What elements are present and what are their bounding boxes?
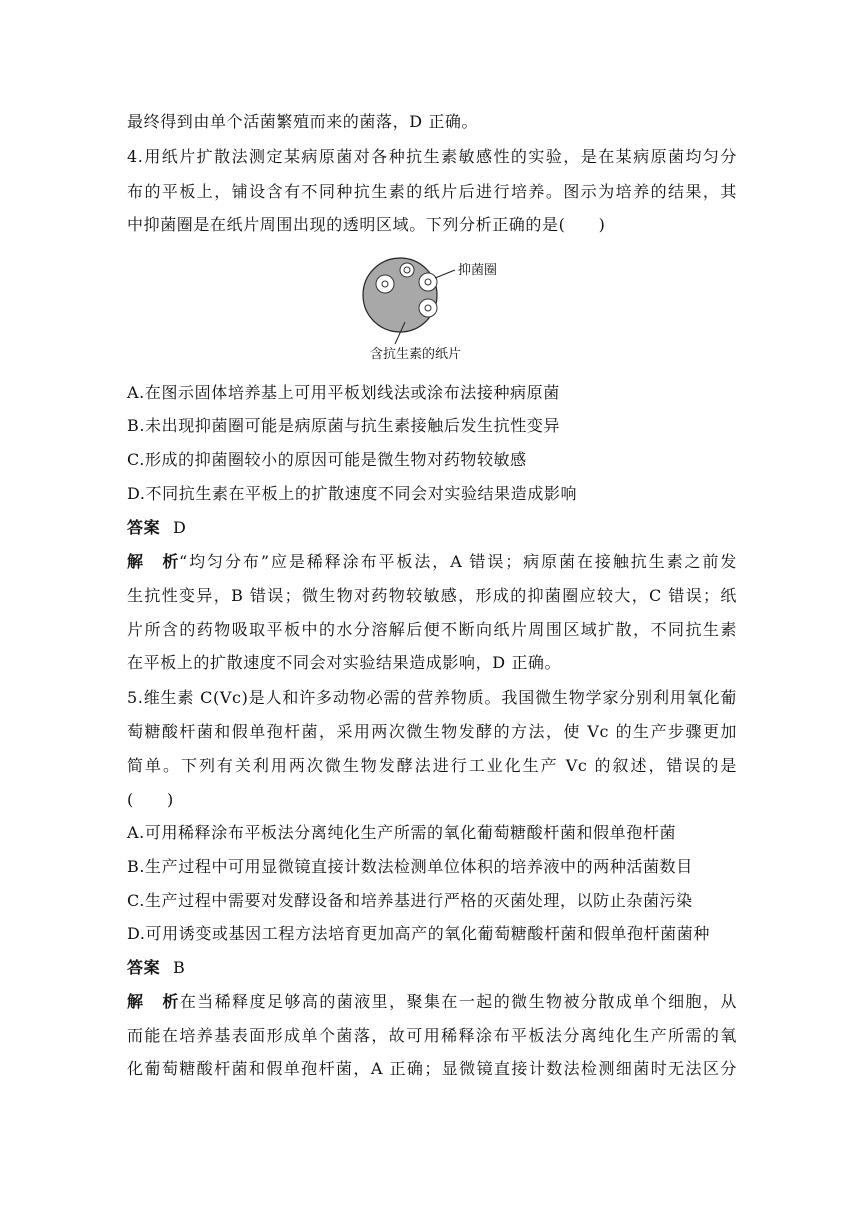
question-5-stem: 简单。下列有关利用两次微生物发酵法进行工业化生产 Vc 的叙述，错误的是 xyxy=(127,756,737,775)
option-b: B.未出现抑菌圈可能是病原菌与抗生素接触后发生抗性变异 xyxy=(127,416,561,435)
ring-pointer-line xyxy=(435,270,455,278)
antibiotic-disc xyxy=(419,299,437,317)
option-b: B.生产过程中可用显微镜直接计数法检测单位体积的培养液中的两种活菌数目 xyxy=(127,857,693,876)
analysis-text: 而能在培养基表面形成单个菌落，故可用稀释涂布平板法分离纯化生产所需的氧 xyxy=(127,1026,737,1045)
text-line: 最终得到由单个活菌繁殖而来的菌落，D 正确。 xyxy=(127,112,479,131)
option-d: D.可用诱变或基因工程方法培育更加高产的氧化葡萄糖酸杆菌和假单孢杆菌菌种 xyxy=(127,924,710,943)
analysis-line xyxy=(127,552,737,572)
answer-line xyxy=(127,518,737,538)
answer-line xyxy=(127,958,737,978)
option-c: C.生产过程中需要对发酵设备和培养基进行严格的灭菌处理，以防止杂菌污染 xyxy=(127,891,693,910)
analysis-text: 在平板上的扩散速度不同会对实验结果造成影响，D 正确。 xyxy=(127,653,562,672)
question-4-stem: 布的平板上，铺设含有不同种抗生素的纸片后进行培养。图示为培养的结果，其 xyxy=(127,182,737,201)
answer-label: 答案 xyxy=(127,958,161,977)
analysis-line xyxy=(127,992,737,1012)
question-4-stem: 4.用纸片扩散法测定某病原菌对各种抗生素敏感性的实验，是在某病原菌均匀分 xyxy=(127,147,737,166)
question-4-stem: 中抑菌圈是在纸片周围出现的透明区域。下列分析正确的是( ) xyxy=(127,215,606,234)
option-c: C.形成的抑菌圈较小的原因可能是微生物对药物较敏感 xyxy=(127,450,527,469)
analysis-text: 生抗性变异，B 错误；微生物对药物较敏感，形成的抑菌圈应较大，C 错误；纸 xyxy=(127,586,737,605)
option-a: A.可用稀释涂布平板法分离纯化生产所需的氧化葡萄糖酸杆菌和假单孢杆菌 xyxy=(127,823,677,842)
answer-value: D xyxy=(173,518,187,537)
antibiotic-disc xyxy=(376,275,394,293)
antibiotic-disc xyxy=(419,273,437,291)
petri-dish-figure xyxy=(355,243,515,373)
analysis-text: 片所含的药物吸取平板中的水分溶解后便不断向纸片周围区域扩散，不同抗生素 xyxy=(127,620,737,639)
analysis-label: 解析 xyxy=(127,552,179,571)
inhibition-zone-label: 抑菌圈 xyxy=(458,263,498,278)
question-5-stem: 5.维生素 C(Vc)是人和许多动物必需的营养物质。我国微生物学家分别利用氧化葡 xyxy=(127,688,737,707)
answer-value: B xyxy=(173,958,186,977)
answer-label: 答案 xyxy=(127,518,161,537)
question-5-stem: ( ) xyxy=(127,790,174,809)
analysis-text: “均匀分布”应是稀释涂布平板法，A 错误；病原菌在接触抗生素之前发 xyxy=(179,552,737,571)
analysis-text: 在当稀释度足够高的菌液里，聚集在一起的微生物被分散成单个细胞，从 xyxy=(179,992,737,1011)
question-5-stem: 萄糖酸杆菌和假单孢杆菌，采用两次微生物发酵的方法，使 Vc 的生产步骤更加 xyxy=(127,722,737,741)
analysis-text: 化葡萄糖酸杆菌和假单孢杆菌，A 正确；显微镜直接计数法检测细菌时无法区分 xyxy=(127,1059,737,1078)
analysis-label: 解析 xyxy=(127,992,179,1011)
option-a: A.在图示固体培养基上可用平板划线法或涂布法接种病原菌 xyxy=(127,383,560,402)
antibiotic-disc xyxy=(400,263,414,277)
option-d: D.不同抗生素在平板上的扩散速度不同会对实验结果造成影响 xyxy=(127,484,578,503)
antibiotic-disc-label: 含抗生素的纸片 xyxy=(370,347,462,362)
